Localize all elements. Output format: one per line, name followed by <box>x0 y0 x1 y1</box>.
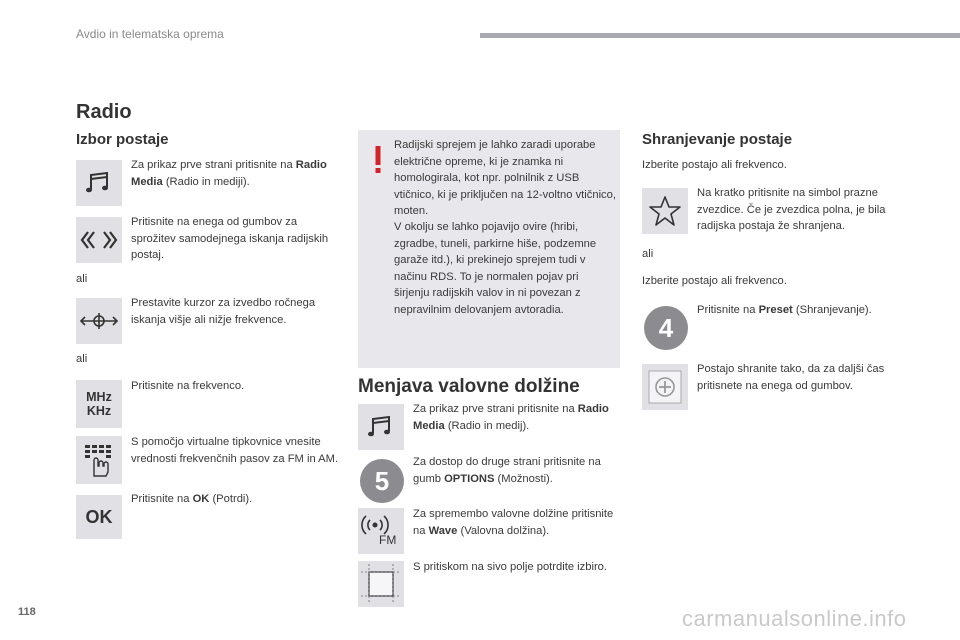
header-divider <box>480 33 960 38</box>
left-step-6 <box>131 491 331 508</box>
exclamation-icon <box>374 146 382 174</box>
warning-text-2: V okolju se lahko pojavijo ovire (hribi, zgradbe, tuneli, parkirne hiše, podzemne garaže itd.), ki prekinejo sprejem tudi v načinu RDS. To je normalen pojav pri širjenju radijskih valov in ni povezan z nepravilnim delovanjem avtoradia. <box>394 221 597 316</box>
page-number: 118 <box>18 606 36 618</box>
text: (Radio in medij). <box>444 419 530 432</box>
seek-arrows-icon <box>76 217 122 263</box>
text: Pritisnite na <box>131 493 193 505</box>
text-bold: Radio Media <box>413 403 609 432</box>
fm-label: FM <box>379 533 397 547</box>
music-note-icon <box>358 404 404 450</box>
right-step-1: Na kratko pritisnite na simbol prazne zvezdice. Če je zvezdica polna, je bila radijska postaja že shranjena. <box>697 187 886 232</box>
text: (Shranjevanje). <box>792 304 872 316</box>
middle-step-3 <box>413 506 618 539</box>
left-or-2: ali <box>76 353 88 365</box>
text: (Možnosti). <box>494 472 553 485</box>
left-heading: Izbor postaje <box>76 131 169 148</box>
right-step-2 <box>697 302 907 319</box>
preset-plus-icon <box>642 364 688 410</box>
text-bold: OPTIONS <box>444 472 495 485</box>
text: (Valovna dolžina). <box>457 524 550 537</box>
left-step-2: Pritisnite na enega od gumbov za sprožitev samodejnega iskanja radijskih postaj. <box>131 216 329 261</box>
left-step-5: S pomočjo virtualne tipkovnice vnesite vrednosti frekvenčnih pasov za FM in AM. <box>131 436 339 465</box>
warning-text-1: Radijski sprejem je lahko zaradi uporabe električne opreme, ki je znamka ni homologirala, kot npr. polnilnik z USB vtičnico, ki je priključen na 12-voltno vtičnico, moten. <box>394 139 616 217</box>
left-step-4: Pritisnite na frekvenco. <box>131 380 245 392</box>
middle-step-2 <box>413 454 613 487</box>
right-line-2: Izberite postajo ali frekvenco. <box>642 275 787 287</box>
text: Za prikaz prve strani pritisnite na <box>413 403 578 415</box>
text: Za dostop do druge strani pritisnite na gumb <box>413 456 601 485</box>
text: Za prikaz prve strani pritisnite na <box>131 159 296 171</box>
text: Pritisnite na <box>697 304 759 316</box>
right-step-3: Postajo shranite tako, da za daljši čas pritisnete na enega od gumbov. <box>697 363 885 392</box>
ok-button-icon <box>76 495 122 539</box>
text-bold: Wave <box>428 524 458 537</box>
middle-heading: Menjava valovne dolžine <box>358 376 580 397</box>
text-bold: Radio Media <box>131 159 327 188</box>
text: (Radio in mediji). <box>162 175 250 188</box>
right-heading: Shranjevanje postaje <box>642 131 793 148</box>
grey-field-icon <box>358 561 404 607</box>
mhz-label: MHz <box>86 390 112 404</box>
middle-step-1 <box>413 401 613 434</box>
left-step-3: Prestavite kurzor za izvedbo ročnega iskanja višje ali nižje frekvence. <box>131 297 316 326</box>
left-step-1 <box>131 157 331 190</box>
tuning-slider-icon <box>76 298 122 344</box>
header-section-title: Avdio in telematska oprema <box>76 27 224 41</box>
frequency-unit-icon <box>76 380 122 428</box>
music-note-icon <box>76 160 122 206</box>
text-bold: Preset <box>758 304 793 316</box>
text: (Potrdi). <box>209 493 253 505</box>
step-badge-4: 4 <box>644 306 688 350</box>
right-line-1: Izberite postajo ali frekvenco. <box>642 159 787 171</box>
text: Za spremembo valovne dolžine pritisnite na <box>413 508 614 537</box>
page-title: Radio <box>76 101 132 123</box>
middle-step-4: S pritiskom na sivo polje potrdite izbiro. <box>413 561 608 573</box>
right-or: ali <box>642 248 654 260</box>
star-icon <box>642 188 688 234</box>
virtual-keypad-icon <box>76 436 122 484</box>
left-or-1: ali <box>76 273 88 285</box>
text-bold: OK <box>192 493 210 505</box>
ok-label: OK <box>85 506 113 527</box>
watermark: carmanualsonline.info <box>682 606 907 631</box>
khz-label: KHz <box>86 404 112 418</box>
wave-band-icon <box>358 508 404 554</box>
step-badge-5: 5 <box>360 459 404 503</box>
